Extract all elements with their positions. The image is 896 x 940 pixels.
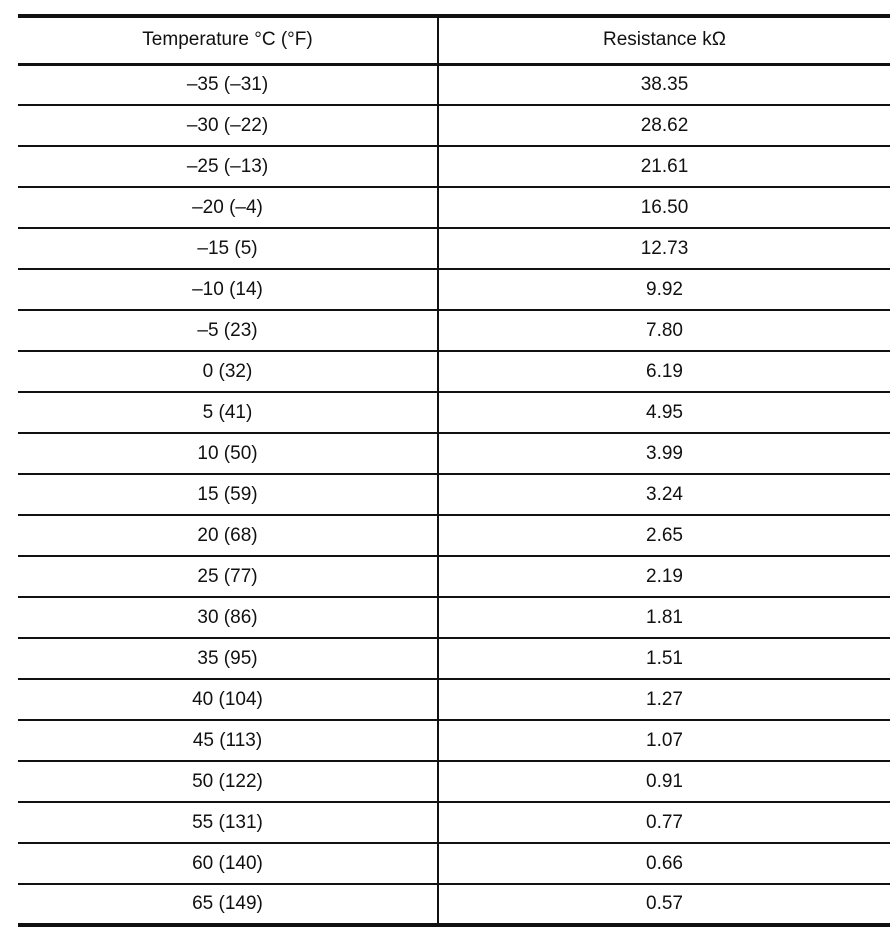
temperature-cell: –5 (23) xyxy=(18,310,438,351)
temperature-cell: –25 (–13) xyxy=(18,146,438,187)
resistance-cell: 0.57 xyxy=(438,884,890,925)
table-row xyxy=(18,720,890,761)
table-row xyxy=(18,843,890,884)
table-row xyxy=(18,187,890,228)
table-row xyxy=(18,474,890,515)
table-row xyxy=(18,269,890,310)
table-row xyxy=(18,146,890,187)
temperature-cell: –30 (–22) xyxy=(18,105,438,146)
temperature-column-header: Temperature °C (°F) xyxy=(18,16,438,64)
temperature-cell: 30 (86) xyxy=(18,597,438,638)
temperature-cell: 25 (77) xyxy=(18,556,438,597)
temperature-cell: 35 (95) xyxy=(18,638,438,679)
resistance-cell: 38.35 xyxy=(438,64,890,105)
table-row xyxy=(18,638,890,679)
resistance-cell: 1.27 xyxy=(438,679,890,720)
table-row xyxy=(18,761,890,802)
table-row xyxy=(18,228,890,269)
resistance-cell: 2.19 xyxy=(438,556,890,597)
resistance-cell: 16.50 xyxy=(438,187,890,228)
header-row xyxy=(18,16,890,64)
table-row xyxy=(18,556,890,597)
table-row xyxy=(18,884,890,925)
resistance-cell: 3.99 xyxy=(438,433,890,474)
resistance-cell: 9.92 xyxy=(438,269,890,310)
table-row xyxy=(18,802,890,843)
table-row xyxy=(18,310,890,351)
table-row xyxy=(18,105,890,146)
table-row xyxy=(18,679,890,720)
temperature-cell: 60 (140) xyxy=(18,843,438,884)
resistance-cell: 28.62 xyxy=(438,105,890,146)
temperature-cell: 40 (104) xyxy=(18,679,438,720)
table-row xyxy=(18,64,890,105)
table-row xyxy=(18,515,890,556)
resistance-cell: 12.73 xyxy=(438,228,890,269)
temperature-cell: –15 (5) xyxy=(18,228,438,269)
temperature-cell: 10 (50) xyxy=(18,433,438,474)
temperature-cell: 50 (122) xyxy=(18,761,438,802)
resistance-cell: 1.07 xyxy=(438,720,890,761)
resistance-cell: 0.66 xyxy=(438,843,890,884)
temperature-cell: 0 (32) xyxy=(18,351,438,392)
temperature-cell: 20 (68) xyxy=(18,515,438,556)
table-header xyxy=(18,16,890,64)
temperature-resistance-table xyxy=(18,14,890,927)
resistance-cell: 0.91 xyxy=(438,761,890,802)
resistance-cell: 4.95 xyxy=(438,392,890,433)
temperature-cell: –35 (–31) xyxy=(18,64,438,105)
table-row xyxy=(18,597,890,638)
resistance-cell: 0.77 xyxy=(438,802,890,843)
temperature-cell: –10 (14) xyxy=(18,269,438,310)
resistance-cell: 3.24 xyxy=(438,474,890,515)
resistance-table-container xyxy=(18,14,890,927)
resistance-cell: 7.80 xyxy=(438,310,890,351)
table-row xyxy=(18,392,890,433)
table-body xyxy=(18,64,890,925)
temperature-cell: 5 (41) xyxy=(18,392,438,433)
temperature-cell: 15 (59) xyxy=(18,474,438,515)
resistance-column-header: Resistance kΩ xyxy=(438,16,890,64)
resistance-cell: 6.19 xyxy=(438,351,890,392)
resistance-cell: 1.81 xyxy=(438,597,890,638)
resistance-cell: 1.51 xyxy=(438,638,890,679)
resistance-cell: 2.65 xyxy=(438,515,890,556)
temperature-cell: –20 (–4) xyxy=(18,187,438,228)
temperature-cell: 55 (131) xyxy=(18,802,438,843)
resistance-cell: 21.61 xyxy=(438,146,890,187)
table-row xyxy=(18,351,890,392)
temperature-cell: 45 (113) xyxy=(18,720,438,761)
temperature-cell: 65 (149) xyxy=(18,884,438,925)
table-row xyxy=(18,433,890,474)
